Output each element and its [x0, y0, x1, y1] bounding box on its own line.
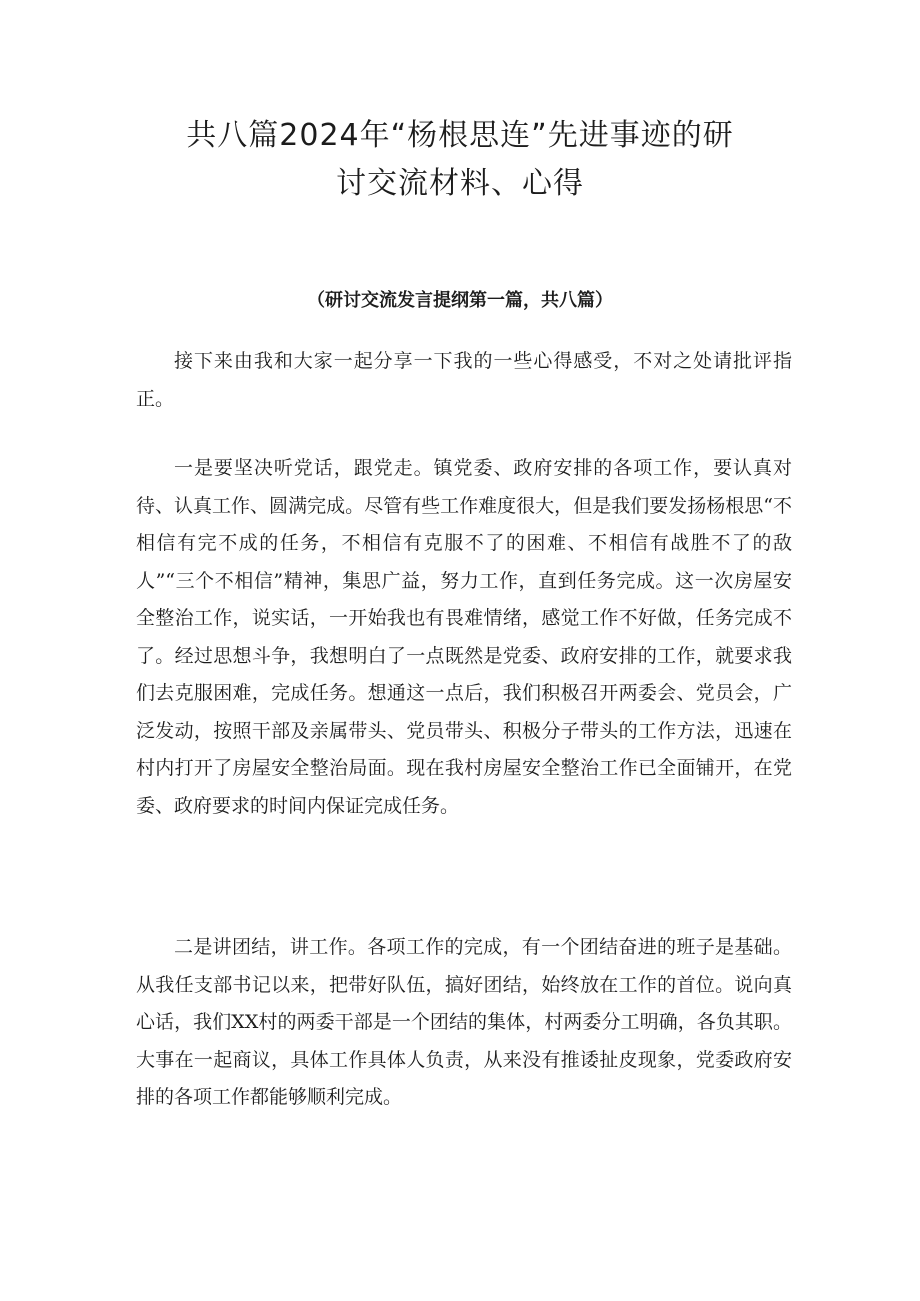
document-title	[0, 112, 920, 208]
document-subtitle: （研讨交流发言提纲第一篇，共八篇）	[307, 290, 613, 311]
document-title-line-2: 讨交流材料、心得	[336, 166, 584, 201]
document-title-line-1: 共八篇2024年“杨根思连”先进事迹的研	[186, 118, 734, 153]
paragraph-point-two: 二是讲团结，讲工作。各项工作的完成，有一个团结奋进的班子是基础。从我任支部书记以来，把带好队伍，搞好团结，始终放在工作的首位。说向真心话，我们XX村的两委干部是一个团结的集体，村两委分工明确，各负其职。大事在一起商议，具体工作具体人负责，从来没有推诿扯皮现象，党委政府安排的各项工作都能够顺利完成。	[136, 936, 792, 1108]
paragraph-point-one: 一是要坚决听党话，跟党走。镇党委、政府安排的各项工作，要认真对待、认真工作、圆满完成。尽管有些工作难度很大，但是我们要发扬杨根思“不相信有完不成的任务，不相信有克服不了的困难、不相信有战胜不了的敌人”“三个不相信”精神，集思广益，努力工作，直到任务完成。这一次房屋安全整治工作，说实话，一开始我也有畏难情绪，感觉工作不好做，任务完成不了。经过思想斗争，我想明白了一点既然是党委、政府安排的工作，就要求我们去克服困难，完成任务。想通这一点后，我们积极召开两委会、党员会，广泛发动，按照干部及亲属带头、党员带头、积极分子带头的工作方法，迅速在村内打开了房屋安全整治局面。现在我村房屋安全整治工作已全面铺开，在党委、政府要求的时间内保证完成任务。	[136, 457, 792, 817]
paragraph-intro: 接下来由我和大家一起分享一下我的一些心得感受，不对之处请批评指正。	[136, 350, 792, 410]
